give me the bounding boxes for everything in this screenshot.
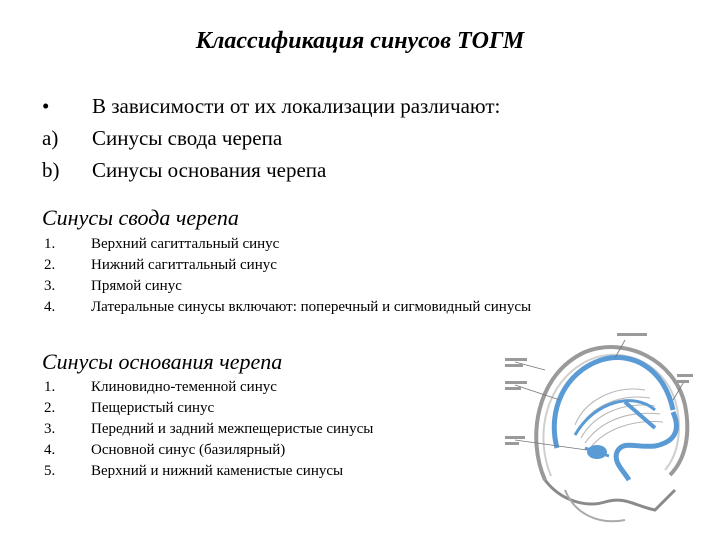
list-item xyxy=(44,255,531,276)
vault-list xyxy=(44,234,531,318)
item-text: Латеральные синусы включают: поперечный и сигмовидный синусы xyxy=(91,299,532,315)
base-heading: Синусы основания черепа xyxy=(42,349,283,374)
item-number: 5. xyxy=(44,463,56,479)
item-number: 3. xyxy=(44,421,56,437)
base-list xyxy=(44,377,373,482)
list-item xyxy=(44,398,373,419)
intro-list xyxy=(42,90,500,186)
list-item xyxy=(44,419,373,440)
list-item xyxy=(44,234,531,255)
item-text: Прямой синус xyxy=(91,278,182,294)
vault-heading: Синусы свода черепа xyxy=(42,205,239,230)
intro-text: Синусы основания черепа xyxy=(92,157,327,182)
item-number: 2. xyxy=(44,400,56,416)
item-number: 1. xyxy=(44,236,56,252)
list-item xyxy=(44,461,373,482)
list-item xyxy=(44,276,531,297)
skull-outline xyxy=(536,347,687,480)
list-item xyxy=(44,440,373,461)
intro-item xyxy=(42,154,500,186)
item-number: 4. xyxy=(44,299,56,315)
item-text: Клиновидно-теменной синус xyxy=(91,379,277,395)
item-number: 1. xyxy=(44,379,56,395)
list-item xyxy=(44,377,373,398)
jaw-outline xyxy=(565,490,625,521)
item-text: Верхний и нижний каменистые синусы xyxy=(91,463,344,479)
intro-text: В зависимости от их локализации различают: xyxy=(92,93,501,118)
item-text: Верхний сагиттальный синус xyxy=(91,236,280,252)
list-item xyxy=(44,297,531,318)
slide-title: Классификация синусов ТОГМ xyxy=(195,28,525,54)
intro-item xyxy=(42,90,500,122)
item-text: Пещеристый синус xyxy=(91,400,215,416)
bullet-mark: a) xyxy=(42,125,59,150)
skull-inner-outline xyxy=(543,355,678,476)
bullet-mark: b) xyxy=(42,157,60,182)
skull-sinus-illustration xyxy=(505,330,695,530)
bullet-mark: • xyxy=(42,93,50,118)
item-text: Основной синус (базилярный) xyxy=(91,442,286,458)
skull-base xyxy=(545,480,675,510)
intro-text: Синусы свода черепа xyxy=(92,125,283,150)
item-text: Передний и задний межпещеристые синусы xyxy=(91,421,374,437)
item-number: 3. xyxy=(44,278,56,294)
item-number: 2. xyxy=(44,257,56,273)
intro-item xyxy=(42,122,500,154)
item-number: 4. xyxy=(44,442,56,458)
item-text: Нижний сагиттальный синус xyxy=(91,257,277,273)
